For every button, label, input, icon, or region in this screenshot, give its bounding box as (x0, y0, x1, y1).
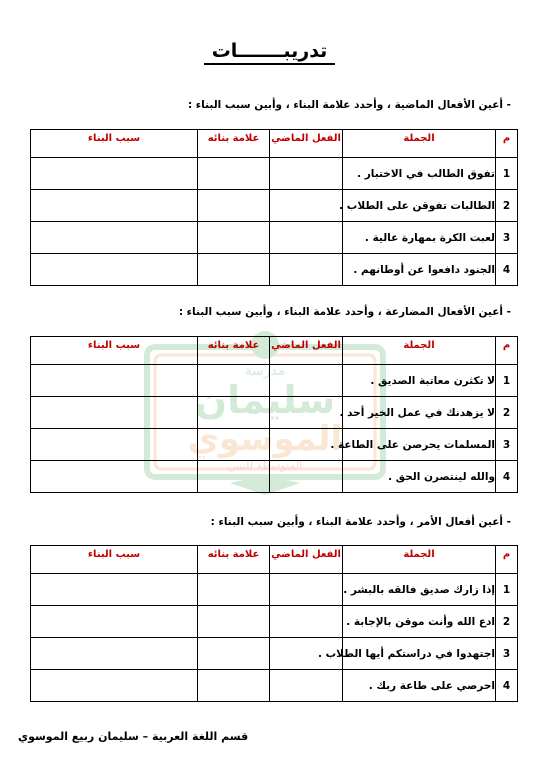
row-sentence: لا يزهدنك في عمل الخير أحد . (343, 397, 496, 429)
answer-cell-reason[interactable] (31, 397, 198, 429)
table-row (31, 606, 518, 638)
row-sentence: اجتهدوا في دراستكم أيها الطلاب . (343, 638, 496, 670)
answer-cell-reason[interactable] (31, 190, 198, 222)
header-mark: علامة بنائه (198, 546, 270, 574)
answer-cell-reason[interactable] (31, 461, 198, 493)
answer-cell-reason[interactable] (31, 158, 198, 190)
answer-cell-reason[interactable] (31, 254, 198, 286)
table-row (31, 365, 518, 397)
header-reason: سبب البناء (31, 546, 198, 574)
instruction-2: - أعين الأفعال المضارعة ، وأحدد علامة البناء ، وأبين سبب البناء : (178, 306, 511, 318)
answer-cell-reason[interactable] (31, 670, 198, 702)
row-sentence: إذا زارك صديق فالقه بالبشر . (343, 574, 496, 606)
instruction-1: - أعين الأفعال الماضية ، وأحدد علامة البناء ، وأبين سبب البناء : (187, 99, 511, 111)
header-reason: سبب البناء (31, 337, 198, 365)
table-row (31, 670, 518, 702)
row-num: 1 (496, 365, 518, 397)
row-sentence: احرصي على طاعة ربك . (343, 670, 496, 702)
row-sentence: الطالبات تفوقن على الطلاب . (343, 190, 496, 222)
answer-cell-mark[interactable] (198, 190, 270, 222)
table-row (31, 574, 518, 606)
table-row (31, 222, 518, 254)
row-num: 3 (496, 429, 518, 461)
row-num: 4 (496, 254, 518, 286)
footer-credit: قسم اللغة العربية – سليمان ربيع الموسوي (18, 730, 249, 743)
header-sentence: الجملة (343, 337, 496, 365)
answer-cell-mark[interactable] (198, 254, 270, 286)
row-num: 1 (496, 574, 518, 606)
row-num: 2 (496, 397, 518, 429)
answer-cell-mark[interactable] (198, 365, 270, 397)
table-row (31, 397, 518, 429)
answer-cell-reason[interactable] (31, 606, 198, 638)
header-sentence: الجملة (343, 130, 496, 158)
answer-cell-verb[interactable] (270, 158, 343, 190)
watermark-line3: الموسوي (187, 419, 343, 459)
row-num: 4 (496, 461, 518, 493)
table-row (31, 461, 518, 493)
answer-cell-reason[interactable] (31, 222, 198, 254)
row-sentence: الجنود دافعوا عن أوطانهم . (343, 254, 496, 286)
row-num: 4 (496, 670, 518, 702)
exercise-table-3 (30, 545, 518, 702)
row-sentence: المسلمات يحرصن على الطاعة . (343, 429, 496, 461)
table-header-row (31, 546, 518, 574)
header-num: م (496, 130, 518, 158)
answer-cell-mark[interactable] (198, 429, 270, 461)
instruction-3: - أعين أفعال الأمر ، وأحدد علامة البناء ، وأبين سبب البناء : (210, 516, 511, 528)
header-sentence: الجملة (343, 546, 496, 574)
answer-cell-verb[interactable] (270, 397, 343, 429)
answer-cell-mark[interactable] (198, 461, 270, 493)
table-row (31, 429, 518, 461)
row-sentence: والله لينتصرن الحق . (343, 461, 496, 493)
exercise-table-1 (30, 129, 518, 286)
page-title-text: تدريبـــــــات (204, 40, 336, 65)
answer-cell-mark[interactable] (198, 574, 270, 606)
row-sentence: لا تكثرن معاتبة الصديق . (343, 365, 496, 397)
header-past-verb: الفعل الماضي (270, 130, 343, 158)
row-sentence: لعبت الكرة بمهارة عالية . (343, 222, 496, 254)
answer-cell-verb[interactable] (270, 606, 343, 638)
row-sentence: تفوق الطالب في الاختبار . (343, 158, 496, 190)
answer-cell-verb[interactable] (270, 365, 343, 397)
row-num: 3 (496, 222, 518, 254)
answer-cell-mark[interactable] (198, 397, 270, 429)
header-reason: سبب البناء (31, 130, 198, 158)
row-num: 3 (496, 638, 518, 670)
watermark-line4: المتوسطة للبنين (227, 459, 303, 472)
table-row (31, 638, 518, 670)
table-header-row (31, 130, 518, 158)
watermark-line1: مدرسة (244, 363, 286, 379)
table-row (31, 254, 518, 286)
table-header-row (31, 337, 518, 365)
answer-cell-reason[interactable] (31, 365, 198, 397)
answer-cell-reason[interactable] (31, 574, 198, 606)
answer-cell-reason[interactable] (31, 429, 198, 461)
header-mark: علامة بنائه (198, 130, 270, 158)
header-past-verb: الفعل الماضي (270, 546, 343, 574)
page-title (0, 40, 539, 62)
header-num: م (496, 337, 518, 365)
answer-cell-mark[interactable] (198, 222, 270, 254)
header-past-verb: الفعل الماضي (270, 337, 343, 365)
row-sentence: ادع الله وأنت موقن بالإجابة . (343, 606, 496, 638)
answer-cell-reason[interactable] (31, 638, 198, 670)
exercise-table-2 (30, 336, 518, 493)
answer-cell-verb[interactable] (270, 254, 343, 286)
table-row (31, 158, 518, 190)
answer-cell-verb[interactable] (270, 222, 343, 254)
row-num: 1 (496, 158, 518, 190)
row-num: 2 (496, 190, 518, 222)
answer-cell-verb[interactable] (270, 190, 343, 222)
answer-cell-verb[interactable] (270, 461, 343, 493)
table-row (31, 190, 518, 222)
answer-cell-verb[interactable] (270, 574, 343, 606)
answer-cell-mark[interactable] (198, 638, 270, 670)
answer-cell-mark[interactable] (198, 670, 270, 702)
watermark-line2: سليمان (194, 378, 336, 422)
header-mark: علامة بنائه (198, 337, 270, 365)
answer-cell-mark[interactable] (198, 158, 270, 190)
answer-cell-verb[interactable] (270, 670, 343, 702)
answer-cell-mark[interactable] (198, 606, 270, 638)
header-num: م (496, 546, 518, 574)
row-num: 2 (496, 606, 518, 638)
